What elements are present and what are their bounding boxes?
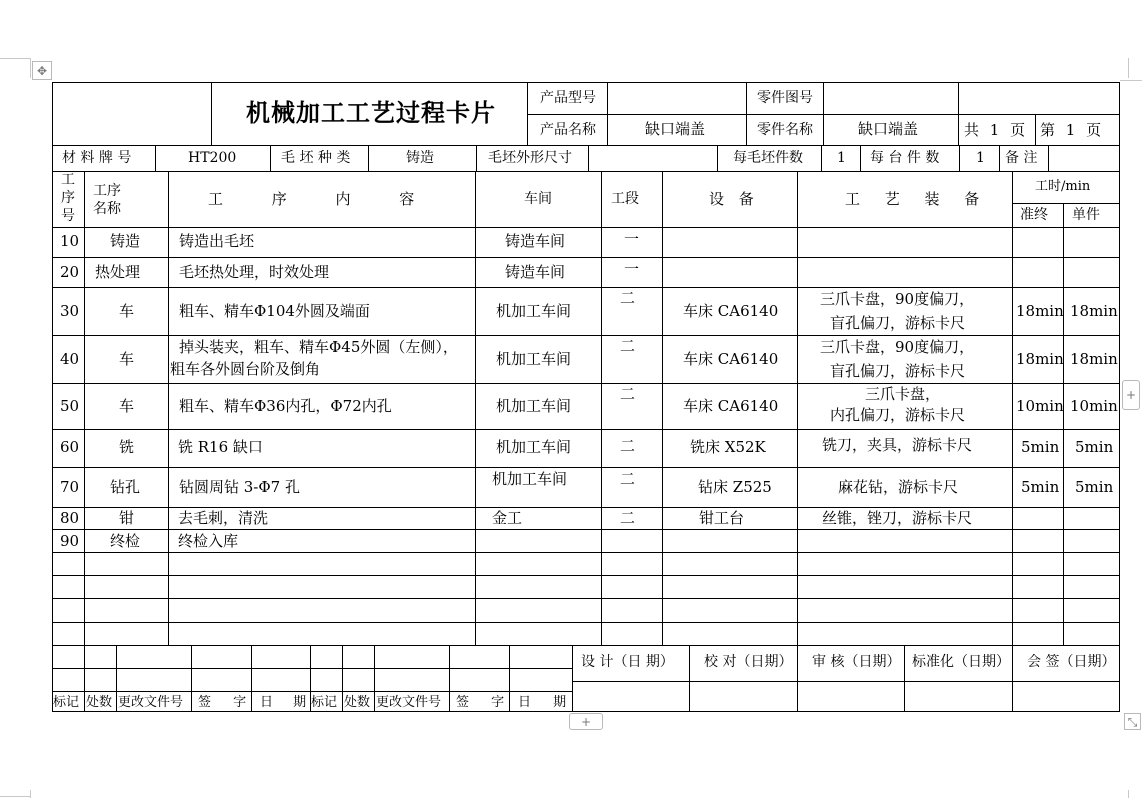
sign-design-header: 设 计（日 期）: [581, 654, 674, 670]
row-30-content: 粗车、精车Φ104外圆及端面: [179, 302, 370, 320]
sign-review-header: 审 核（日期）: [812, 654, 901, 670]
row-70-section: 二: [620, 470, 636, 488]
col-workshop-header: 车间: [524, 191, 552, 207]
row-40-unit-time: 18min: [1070, 350, 1118, 368]
remark-label: 备 注: [1005, 150, 1038, 166]
change-doc-header-2: 更改文件号: [376, 695, 442, 710]
row-50-tooling-line2: 内孔偏刀，游标卡尺: [830, 406, 966, 424]
table-move-handle-icon[interactable]: ✥: [32, 61, 52, 80]
row-60-unit-time: 5min: [1075, 438, 1114, 456]
part-name-value[interactable]: 缺口端盖: [858, 120, 919, 138]
row-50-unit-time: 10min: [1070, 397, 1118, 415]
row-40-name: 车: [119, 350, 135, 368]
row-20-workshop: 铸造车间: [505, 263, 566, 281]
product-name-label: 产品名称: [540, 122, 596, 138]
row-10-section: 一: [624, 230, 640, 248]
row-50-seq: 50: [60, 397, 80, 415]
change-doc-header: 更改文件号: [118, 695, 184, 710]
col-time-header: 工时/min: [1035, 179, 1091, 194]
row-30-section: 二: [620, 289, 636, 307]
product-name-value[interactable]: 缺口端盖: [645, 120, 706, 138]
col-prep-header: 准终: [1020, 207, 1048, 223]
table-resize-handle-icon[interactable]: ⤡: [1124, 713, 1141, 730]
material-value[interactable]: HT200: [188, 150, 237, 166]
row-50-prep-time: 10min: [1016, 397, 1064, 415]
row-40-prep-time: 18min: [1016, 350, 1064, 368]
row-10-seq: 10: [60, 232, 80, 250]
row-60-seq: 60: [60, 438, 80, 456]
blank-type-label: 毛 坯 种 类: [281, 150, 351, 166]
row-10-workshop: 铸造车间: [505, 232, 566, 250]
row-20-section: 一: [624, 260, 640, 278]
blank-size-label: 毛坯外形尺寸: [488, 150, 572, 166]
row-70-name: 钻孔: [110, 478, 141, 496]
row-10-name: 铸造: [110, 232, 141, 250]
row-10-content: 铸造出毛坯: [179, 232, 255, 250]
row-70-seq: 70: [60, 478, 80, 496]
row-60-content: 铣 R16 缺口: [178, 438, 263, 456]
row-30-seq: 30: [60, 302, 80, 320]
row-60-section: 二: [620, 437, 636, 455]
row-20-name: 热处理: [95, 263, 141, 281]
row-30-unit-time: 18min: [1070, 302, 1118, 320]
row-60-name: 铣: [119, 438, 135, 456]
change-date-header-2: 日 期: [518, 695, 567, 710]
change-date-header: 日 期: [260, 695, 307, 710]
row-60-workshop: 机加工车间: [496, 438, 572, 456]
row-30-equipment: 车床 CA6140: [683, 302, 779, 320]
row-30-name: 车: [119, 302, 135, 320]
row-30-workshop: 机加工车间: [496, 302, 572, 320]
col-name-header-1: 工序: [93, 183, 121, 199]
col-name-header-2: 名称: [93, 201, 121, 217]
row-90-name: 终检: [110, 532, 141, 550]
pieces-label: 每毛坯件数: [733, 150, 803, 166]
row-80-tooling: 丝锥，锉刀，游标卡尺: [822, 509, 973, 527]
pieces-value[interactable]: 1: [837, 150, 846, 166]
row-70-prep-time: 5min: [1021, 478, 1060, 496]
row-50-name: 车: [119, 397, 135, 415]
col-tooling-header: 工 艺 装 备: [845, 190, 980, 208]
col-equipment-header: 设 备: [709, 190, 754, 208]
change-sign-header: 签 字: [198, 695, 247, 710]
row-80-workshop: 金工: [492, 509, 523, 527]
row-40-workshop: 机加工车间: [496, 350, 572, 368]
row-60-prep-time: 5min: [1021, 438, 1060, 456]
add-column-icon[interactable]: +: [1122, 380, 1140, 410]
row-60-equipment: 铣床 X52K: [690, 438, 766, 456]
row-70-content: 钻圆周钻 3-Φ7 孔: [179, 478, 300, 496]
row-80-content: 去毛刺，清洗: [178, 509, 269, 527]
row-60-tooling: 铣刀，夹具，游标卡尺: [822, 436, 973, 454]
col-seq-header-2: 序: [61, 190, 75, 206]
row-50-tooling: 三爪卡盘，: [865, 385, 941, 403]
row-40-tooling-line2: 盲孔偏刀，游标卡尺: [830, 362, 966, 380]
row-50-content: 粗车、精车Φ36内孔，Φ72内孔: [179, 397, 392, 415]
change-sign-header-2: 签 字: [456, 695, 505, 710]
col-seq-header-3: 号: [61, 208, 75, 224]
change-mark-header-2: 标记: [311, 695, 338, 710]
row-20-seq: 20: [60, 263, 80, 281]
sign-countersign-header: 会 签（日期）: [1027, 654, 1116, 670]
page-number: 第 1 页: [1040, 121, 1102, 139]
per-unit-label: 每 台 件 数: [870, 150, 940, 166]
row-50-workshop: 机加工车间: [496, 397, 572, 415]
sign-proofread-header: 校 对（日期）: [704, 654, 793, 670]
row-90-seq: 90: [60, 532, 80, 550]
row-30-tooling: 三爪卡盘，90度偏刀，: [820, 290, 975, 308]
change-mark-header: 标记: [53, 695, 80, 710]
row-80-name: 钳: [119, 509, 135, 527]
card-title: 机械加工工艺过程卡片: [246, 98, 496, 127]
row-70-workshop: 机加工车间: [492, 470, 568, 488]
total-pages: 共 1 页: [964, 121, 1026, 139]
per-unit-value[interactable]: 1: [976, 150, 985, 166]
row-40-content: 掉头装夹，粗车、精车Φ45外圆（左侧），: [179, 338, 458, 356]
row-70-tooling: 麻花钻，游标卡尺: [838, 478, 959, 496]
product-model-label: 产品型号: [540, 90, 596, 106]
change-count-header-2: 处数: [344, 695, 371, 710]
col-unit-header: 单件: [1072, 207, 1100, 223]
row-40-section: 二: [620, 337, 636, 355]
col-seq-header-1: 工: [61, 172, 75, 188]
row-50-equipment: 车床 CA6140: [683, 397, 779, 415]
row-50-section: 二: [620, 385, 636, 403]
row-30-tooling-line2: 盲孔偏刀，游标卡尺: [830, 314, 966, 332]
add-row-icon[interactable]: +: [569, 713, 603, 730]
row-40-tooling: 三爪卡盘，90度偏刀，: [820, 338, 975, 356]
part-name-label: 零件名称: [757, 122, 813, 138]
col-content-header: 工 序 内 容: [208, 190, 415, 208]
row-80-equipment: 钳工台: [699, 509, 745, 527]
row-70-unit-time: 5min: [1075, 478, 1114, 496]
part-drawing-label: 零件图号: [757, 90, 813, 106]
row-20-content: 毛坯热处理，时效处理: [179, 263, 330, 281]
blank-type-value[interactable]: 铸造: [406, 150, 434, 166]
row-90-content: 终检入库: [178, 532, 239, 550]
material-label: 材 料 牌 号: [62, 150, 132, 166]
row-70-equipment: 钻床 Z525: [698, 478, 772, 496]
row-80-seq: 80: [60, 509, 80, 527]
sign-standard-header: 标准化（日期）: [912, 654, 1010, 670]
row-30-prep-time: 18min: [1016, 302, 1064, 320]
change-count-header: 处数: [86, 695, 113, 710]
row-80-section: 二: [620, 509, 636, 527]
row-40-equipment: 车床 CA6140: [683, 350, 779, 368]
col-section-header: 工段: [611, 191, 639, 207]
row-40-content-line2: 粗车各外圆台阶及倒角: [170, 360, 321, 378]
row-40-seq: 40: [60, 350, 80, 368]
